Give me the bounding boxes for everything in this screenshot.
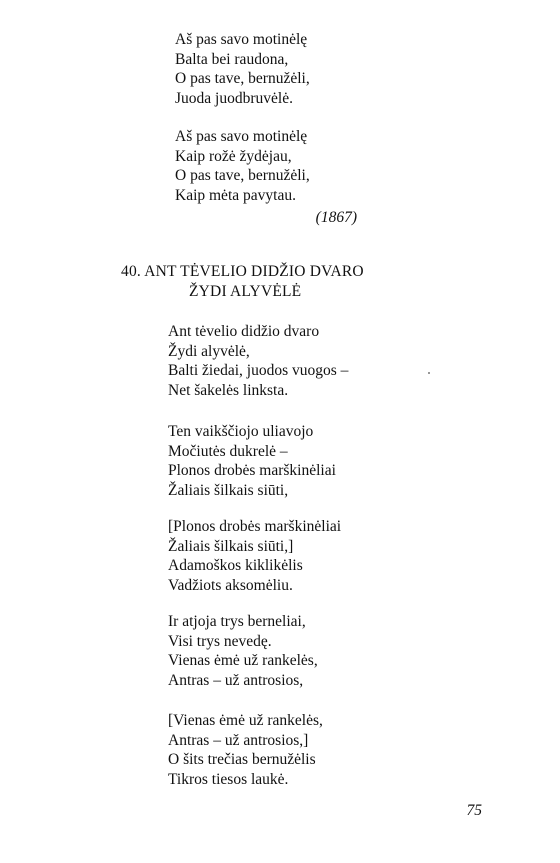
song-stanza-1 (168, 322, 348, 400)
song-title (121, 262, 364, 301)
song-line: Žaliais šilkais siūti, (168, 481, 289, 499)
year-note: (1867) (315, 209, 357, 226)
poem-line: Aš pas savo motinėlę (175, 128, 308, 145)
song-line: Adamoškos kiklikėlis (168, 557, 303, 575)
song-title-line-1: 40. ANT TĖVELIO DIDŽIO DVARO (121, 263, 364, 280)
song-line: Žaliais šilkais siūti,] (168, 537, 294, 555)
song-line: Net šakelės linksta. (168, 381, 289, 399)
song-line: Močiutės dukrelė – (168, 442, 288, 460)
poem-line: Kaip rožė žydėjau, (175, 147, 292, 165)
song-line: O šits trečias bernužėlis (168, 751, 316, 769)
song-stanza-2 (168, 422, 336, 500)
song-stanza-5 (168, 711, 323, 789)
song-line: Tikros tiesos laukė. (168, 770, 289, 788)
poem-line: O pas tave, bernužėli, (175, 167, 310, 185)
song-line: Antras – už antrosios,] (168, 731, 309, 749)
paper-speck (428, 372, 430, 374)
song-line: Balti žiedai, juodos vuogos – (168, 362, 349, 380)
song-line: Žydi alyvėlė, (168, 342, 250, 360)
poem-stanza-1 (175, 30, 310, 108)
song-title-line-2: ŽYDI ALYVĖLĖ (189, 282, 302, 300)
song-line: Ant tėvelio didžio dvaro (168, 323, 320, 340)
song-line: Visi trys nevedę. (168, 632, 272, 650)
song-line: Ten vaikščiojo uliavojo (168, 423, 314, 440)
poem-stanza-2 (175, 127, 310, 205)
song-line: Ir atjoja trys berneliai, (168, 613, 306, 630)
song-stanza-3 (168, 517, 341, 595)
page-number: 75 (466, 802, 482, 819)
poem-line: Balta bei raudona, (175, 50, 289, 68)
poem-line: Aš pas savo motinėlę (175, 31, 308, 48)
song-line: [Plonos drobės marškinėliai (168, 518, 342, 535)
song-line: Vadžiots aksomėliu. (168, 576, 293, 594)
poem-line: Kaip mėta pavytau. (175, 186, 296, 204)
song-line: Antras – už antrosios, (168, 671, 304, 689)
poem-line: O pas tave, bernužėli, (175, 70, 310, 88)
poem-line: Juoda juodbruvėlė. (175, 89, 293, 107)
song-stanza-4 (168, 612, 318, 690)
song-line: [Vienas ėmė už rankelės, (168, 712, 323, 729)
song-line: Plonos drobės marškinėliai (168, 462, 336, 480)
song-line: Vienas ėmė už rankelės, (168, 652, 318, 670)
